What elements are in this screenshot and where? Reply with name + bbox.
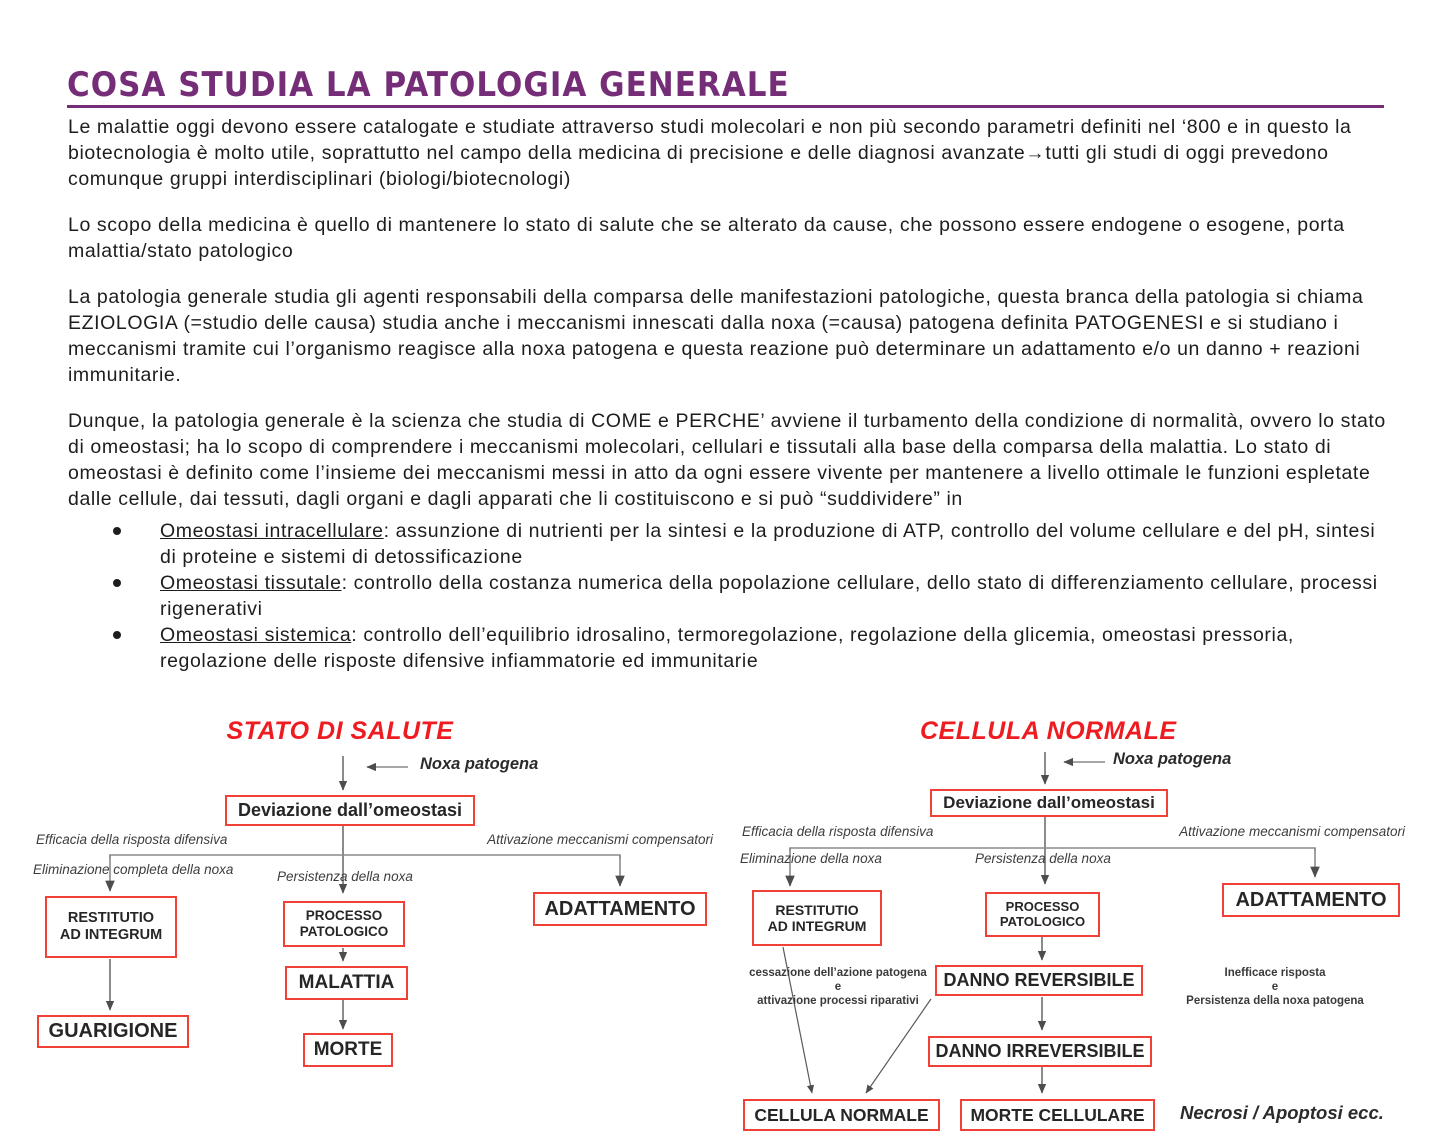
bullet-term: Omeostasi tissutale [160,572,342,594]
box-deviazione-omeostasi: Deviazione dall’omeostasi [225,795,475,826]
noxa-patogena-label: Noxa patogena [420,755,539,773]
branch-label-efficacia: Efficacia della risposta difensiva [742,824,934,839]
note-cessazione [745,966,931,1008]
box-adattamento: ADATTAMENTO [533,892,707,926]
bullet-desc: : controllo della costanza numerica della popolazione cellulare, dello stato di differenziamento cellulare, processi rigenerativi [160,572,1378,620]
note-line: attivazione processi riparativi [757,995,919,1007]
branch-label-persistenza: Persistenza della noxa [975,851,1111,866]
necrosi-apoptosi-label: Necrosi / Apoptosi ecc. [1180,1102,1384,1123]
flowchart-title: CELLULA NORMALE [920,717,1177,745]
note-line: Persistenza della noxa patogena [1186,995,1364,1007]
box-cellula-normale: CELLULA NORMALE [743,1099,940,1131]
branch-label-efficacia: Efficacia della risposta difensiva [36,832,228,847]
paragraph-1: Le malattie oggi devono essere catalogate e studiate attraverso studi molecolari e non più secondo parametri definiti nel ‘800 e in questo la biotecnologia è molto utile, soprattutto nel campo della medicina di precisione e delle diagnosi avanzate→tutti gli studi di oggi prevedono comunque gruppi interdisciplinari (biologi/biotecnologi) [68,116,1352,190]
bullet-desc: : assunzione di nutrienti per la sintesi e la produzione di ATP, controllo del volume cellulare e del pH, sintesi di proteine e sistemi di detossificazione [160,520,1376,568]
box-restitutio-ad-integrum: RESTITUTIO AD INTEGRUM [752,890,882,946]
note-line: e [1271,981,1279,993]
noxa-patogena-label: Noxa patogena [1113,750,1232,768]
paragraph-3: La patologia generale studia gli agenti responsabili della comparsa delle manifestazioni patologiche, questa branca della patologia si chiama EZIOLOGIA (=studio delle causa) studia anche i meccanismi innescati dalla noxa (=causa) patogena definita PATOGENESI e si studiano i meccanismi tramite cui l’organismo reagisce alla noxa patogena e questa reazione può determinare un adattamento e/o un danno + reazioni immunitarie. [68,286,1364,386]
branch-label-attivazione: Attivazione meccanismi compensatori [1179,824,1405,839]
note-line: Inefficace risposta [1224,967,1326,979]
box-morte: MORTE [303,1033,393,1067]
branch-label-attivazione: Attivazione meccanismi compensatori [487,832,713,847]
box-restitutio-ad-integrum: RESTITUTIO AD INTEGRUM [45,896,177,958]
note-line: e [834,981,842,993]
page-title: COSA STUDIA LA PATOLOGIA GENERALE [67,66,790,105]
box-deviazione-omeostasi: Deviazione dall’omeostasi [930,789,1168,817]
box-guarigione: GUARIGIONE [37,1015,189,1048]
paragraph-2: Lo scopo della medicina è quello di mantenere lo stato di salute che se alterato da cause, che possono essere endogene o esogene, porta malattia/stato patologico [68,214,1345,262]
box-processo-patologico: PROCESSO PATOLOGICO [283,901,405,947]
branch-label-eliminazione: Eliminazione della noxa [740,851,882,866]
box-malattia: MALATTIA [285,966,408,1000]
box-processo-patologico: PROCESSO PATOLOGICO [985,892,1100,937]
bullet-term: Omeostasi intracellulare [160,520,384,542]
bullet-desc: : controllo dell’equilibrio idrosalino, termoregolazione, regolazione della glicemia, omeostasi pressoria, regolazione delle risposte difensive infiammatorie ed immunitarie [160,624,1294,672]
box-danno-reversibile: DANNO REVERSIBILE [935,965,1143,996]
note-line: cessazione dell’azione patogena [749,967,927,979]
box-adattamento: ADATTAMENTO [1222,883,1400,917]
box-danno-irreversibile: DANNO IRREVERSIBILE [928,1036,1152,1067]
branch-label-eliminazione: Eliminazione completa della noxa [33,862,234,877]
note-inefficace [1180,966,1370,1008]
bullet-term: Omeostasi sistemica [160,624,352,646]
paragraph-4: Dunque, la patologia generale è la scienza che studia di COME e PERCHE’ avviene il turbamento della condizione di normalità, ovvero lo stato di omeostasi; ha lo scopo di comprendere i meccanismi molecolari, cellulari e tissutali alla base della comparsa della malattia. Lo stato di omeostasi è definito come l’insieme dei meccanismi messi in atto da ogni essere vivente per mantenere a livello ottimale le funzioni espletate dalle cellule, dai tessuti, dagli organi e dagli apparati che li costituiscono e si può “suddividere” in [68,410,1386,510]
branch-label-persistenza: Persistenza della noxa [277,869,413,884]
box-morte-cellulare: MORTE CELLULARE [960,1099,1155,1131]
flowchart-title: STATO DI SALUTE [226,717,454,745]
